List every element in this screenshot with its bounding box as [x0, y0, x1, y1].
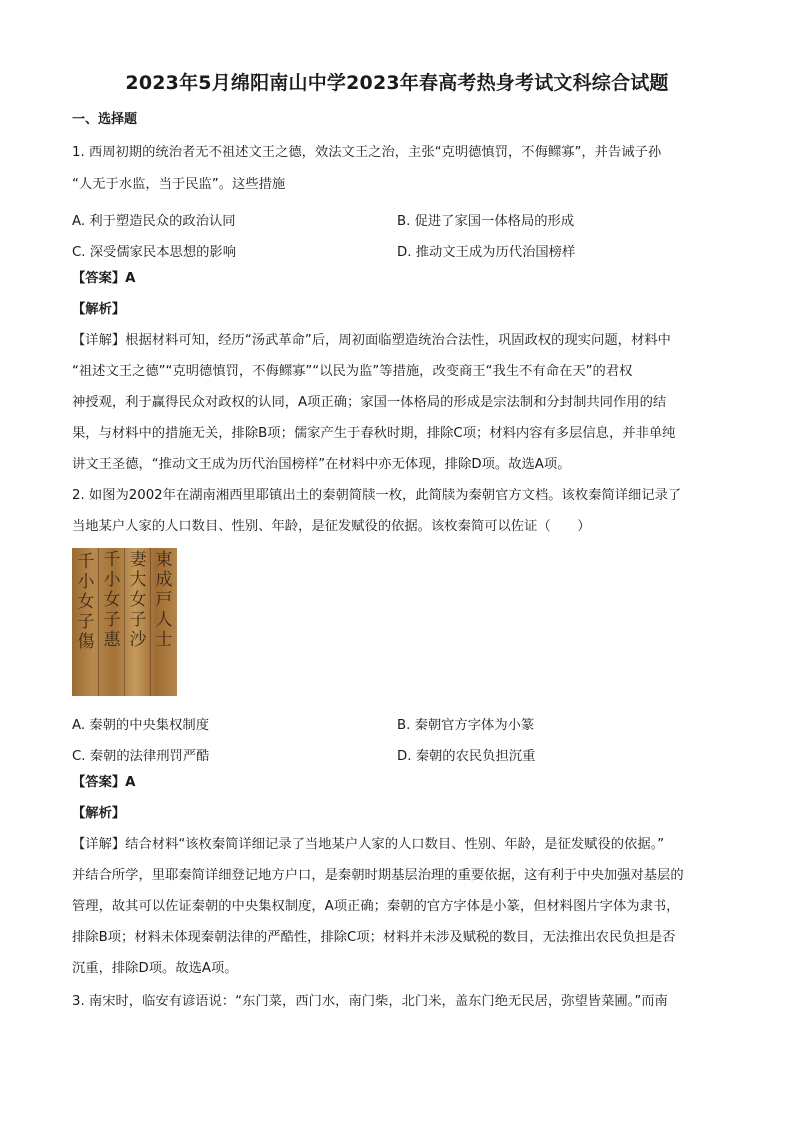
q2-analysis-heading: 【解析】 [72, 806, 126, 821]
q2-option-a: A. 秦朝的中央集权制度 [72, 718, 209, 733]
q2-stem-line: 2. 如图为2002年在湖南湘西里耶镇出土的秦朝简牍一枚，此简牍为秦朝官方文档。该枚秦简详细记录了 [72, 488, 682, 503]
q1-stem-line: “人无于水监，当于民监”。这些措施 [72, 177, 286, 192]
q2-detail-line: 【详解】结合材料“该枚秦简详细记录了当地某户人家的人口数目、性别、年龄，是征发赋役的依据。” [72, 837, 665, 852]
q2-answer: 【答案】A [72, 775, 136, 790]
q1-analysis-heading: 【解析】 [72, 302, 126, 317]
q2-stem-line: 当地某户人家的人口数目、性别、年龄，是征发赋役的依据。该枚秦简可以佐证（ ） [72, 519, 591, 534]
q2-option-c: C. 秦朝的法律刑罚严酷 [72, 749, 210, 764]
q1-stem-line: 1. 西周初期的统治者无不祖述文王之德，效法文王之治，主张“克明德慎罚，不侮鳏寡”，并告诫子孙 [72, 145, 662, 160]
q1-detail-line: 【详解】根据材料可知，经历“汤武革命”后，周初面临塑造统治合法性，巩固政权的现实问题，材料中 [72, 333, 671, 348]
q1-answer: 【答案】A [72, 271, 136, 286]
q1-detail-line: 果，与材料中的措施无关，排除B项；儒家产生于春秋时期，排除C项；材料内容有多层信息，并非单纯 [72, 426, 676, 441]
q1-option-b: B. 促进了家国一体格局的形成 [397, 214, 575, 229]
q2-detail-line: 排除B项；材料未体现秦朝法律的严酷性，排除C项；材料并未涉及赋税的数目，无法推出农民负担是否 [72, 930, 676, 945]
q1-detail-line: 讲文王圣德，“推动文王成为历代治国榜样”在材料中亦无体现，排除D项。故选A项。 [72, 457, 571, 472]
page-title: 2023年5月绵阳南山中学2023年春高考热身考试文科综合试题 [125, 72, 669, 94]
q1-detail-line: “祖述文王之德”“克明德慎罚，不侮鳏寡”“以民为监”等措施，改变商王“我生不有命在天”的君权 [72, 364, 633, 379]
q1-detail-line: 神授观，利于赢得民众对政权的认同，A项正确；家国一体格局的形成是宗法制和分封制共同作用的结 [72, 395, 667, 410]
bamboo-slip-image: 千 小 女 子 傷 千 小 女 子 惠 妻 大 女 子 沙 東 成 戸 人 士 [72, 548, 177, 696]
q2-detail-line: 并结合所学，里耶秦简详细登记地方户口，是秦朝时期基层治理的重要依据，这有利于中央加强对基层的 [72, 868, 684, 883]
q2-option-d: D. 秦朝的农民负担沉重 [397, 749, 536, 764]
section-heading: 一、选择题 [72, 112, 138, 127]
q1-option-a: A. 利于塑造民众的政治认同 [72, 214, 236, 229]
q2-detail-line: 沉重，排除D项。故选A项。 [72, 961, 238, 976]
q2-option-b: B. 秦朝官方字体为小篆 [397, 718, 535, 733]
q3-stem-line: 3. 南宋时，临安有谚语说：“东门菜，西门水，南门柴，北门米，盖东门绝无民居，弥望皆菜圃。”而南 [72, 994, 668, 1009]
q1-option-c: C. 深受儒家民本思想的影响 [72, 245, 237, 260]
q1-option-d: D. 推动文王成为历代治国榜样 [397, 245, 576, 260]
q2-detail-line: 管理，故其可以佐证秦朝的中央集权制度，A项正确；秦朝的官方字体是小篆，但材料图片字体为隶书， [72, 899, 680, 914]
